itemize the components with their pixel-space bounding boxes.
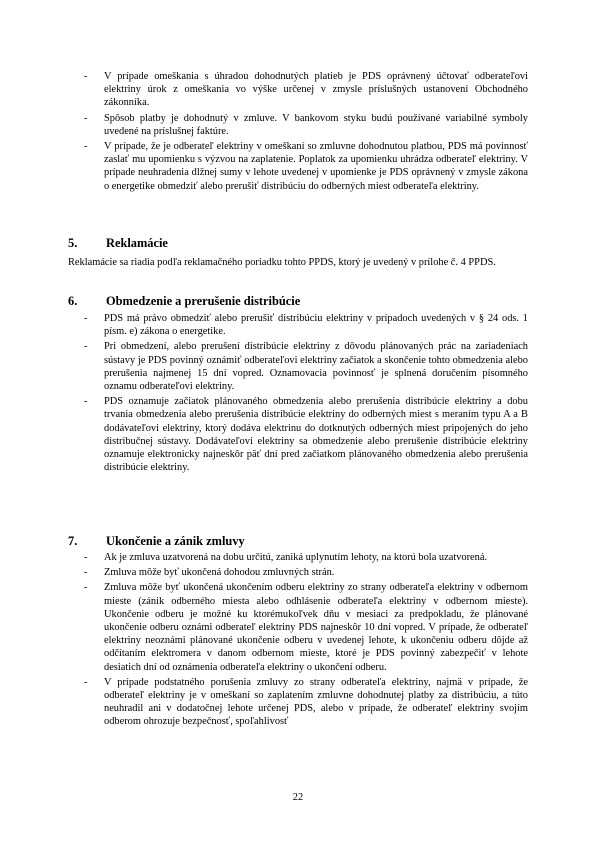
payment-terms-list (78, 70, 528, 195)
list-item: - Zmluva môže byť ukončená ukončením odberu elektriny zo strany odberateľa elektriny v odbernom mieste (zánik odberného miesta alebo odhlásenie odberateľa elektriny v odbernom mieste). Ukončenie odberu je možné ku ktorémukoľvek dňu v mesiaci za predpokladu, že plánované ukončenie odberu oznámi odberateľ elektriny PDS najneskôr 10 dní vopred. V prípade, že odberateľ elektriny neoznámi plánované ukončenie odberu v uvedenej lehote, k ukončeniu odberu dôjde až odčítaním elektromera v danom odbernom mieste, ktoré je PDS povinný zabezpečiť v lehote desiatich dní od oznámenia odberateľa elektriny o ukončení odberu. (78, 581, 528, 673)
list-item: - Spôsob platby je dohodnutý v zmluve. V bankovom styku budú používané variabilné symboly uvedené na príslušnej faktúre. (78, 112, 528, 138)
termination-list (78, 551, 528, 731)
section-title: Reklamácie (106, 236, 168, 250)
restriction-list (78, 312, 528, 476)
list-item: - PDS oznamuje začiatok plánovaného obmedzenia alebo prerušenia distribúcie elektriny a dobu trvania obmedzenia alebo prerušenia distribúcie elektriny do odberných miest s meraním typu A a B dodávateľovi elektriny, ktorý dodáva elektrinu do dotknutých odberných miest pripojených do jeho distribučnej sústavy. Dodávateľovi elektriny sa obmedzenie alebo prerušenie distribúcie elektriny oznamuje elektronicky najneskôr päť dní pred začiatkom plánovaného obmedzenia alebo prerušenia distribúcie elektriny. (78, 395, 528, 474)
section-paragraph: Reklamácie sa riadia podľa reklamačného poriadku tohto PPDS, ktorý je uvedený v prílohe č. 4 PPDS. (68, 257, 496, 268)
list-item: - V prípade podstatného porušenia zmluvy zo strany odberateľa elektriny, najmä v prípade, že odberateľ elektriny je v omeškaní so zaplatením zmluvne dohodnutej platby za distribúciu, a túto neuhradil ani v dodatočnej lehote určenej PDS, alebo v prípade, že odberateľ elektriny svojím odberom ohrozuje bezpečnosť, spoľahlivosť (78, 676, 528, 729)
section-heading-ukoncenie (68, 534, 245, 548)
list-item: - PDS má právo obmedziť alebo prerušiť distribúciu elektriny v prípadoch uvedených v § 24 ods. 1 písm. e) zákona o energetike. (78, 312, 528, 338)
section-heading-obmedzenie (68, 294, 300, 308)
section-heading-reklamacie (68, 236, 168, 250)
section-title: Ukončenie a zánik zmluvy (106, 534, 245, 548)
list-item: - Zmluva môže byť ukončená dohodou zmluvných strán. (78, 566, 528, 579)
section-number: 6. (68, 294, 78, 308)
list-item: - V prípade, že je odberateľ elektriny v omeškaní so zmluvne dohodnutou platbou, PDS má povinnosť zaslať mu upomienku s výzvou na zaplatenie. Poplatok za upomienku uhrádza odberateľ elektriny. V prípade neuhradenia dlžnej sumy v lehote uvedenej v upomienke je PDS oprávnený v zmysle zákona o energetike obmedziť alebo prerušiť distribúciu do odberných miest odberateľa elektriny. (78, 140, 528, 193)
section-number: 7. (68, 534, 78, 548)
list-item: - V prípade omeškania s úhradou dohodnutých platieb je PDS oprávnený účtovať odberateľovi elektriny úrok z omeškania vo výške určenej v zmysle príslušných ustanovení Obchodného zákonníka. (78, 70, 528, 110)
page-number: 22 (292, 792, 304, 803)
section-number: 5. (68, 236, 78, 250)
list-item: - Pri obmedzení, alebo prerušení distribúcie elektriny z dôvodu plánovaných prác na zariadeniach sústavy je PDS povinný oznámiť odberateľovi elektriny začiatok a skončenie tohto obmedzenia alebo prerušenia najmenej 15 dní vopred. Oznamovacia povinnosť je splnená doručením písomného oznamu odberateľovi elektriny. (78, 340, 528, 393)
section-title: Obmedzenie a prerušenie distribúcie (106, 294, 301, 308)
list-item: - Ak je zmluva uzatvorená na dobu určitú, zaniká uplynutím lehoty, na ktorú bola uzatvorená. (78, 551, 528, 564)
